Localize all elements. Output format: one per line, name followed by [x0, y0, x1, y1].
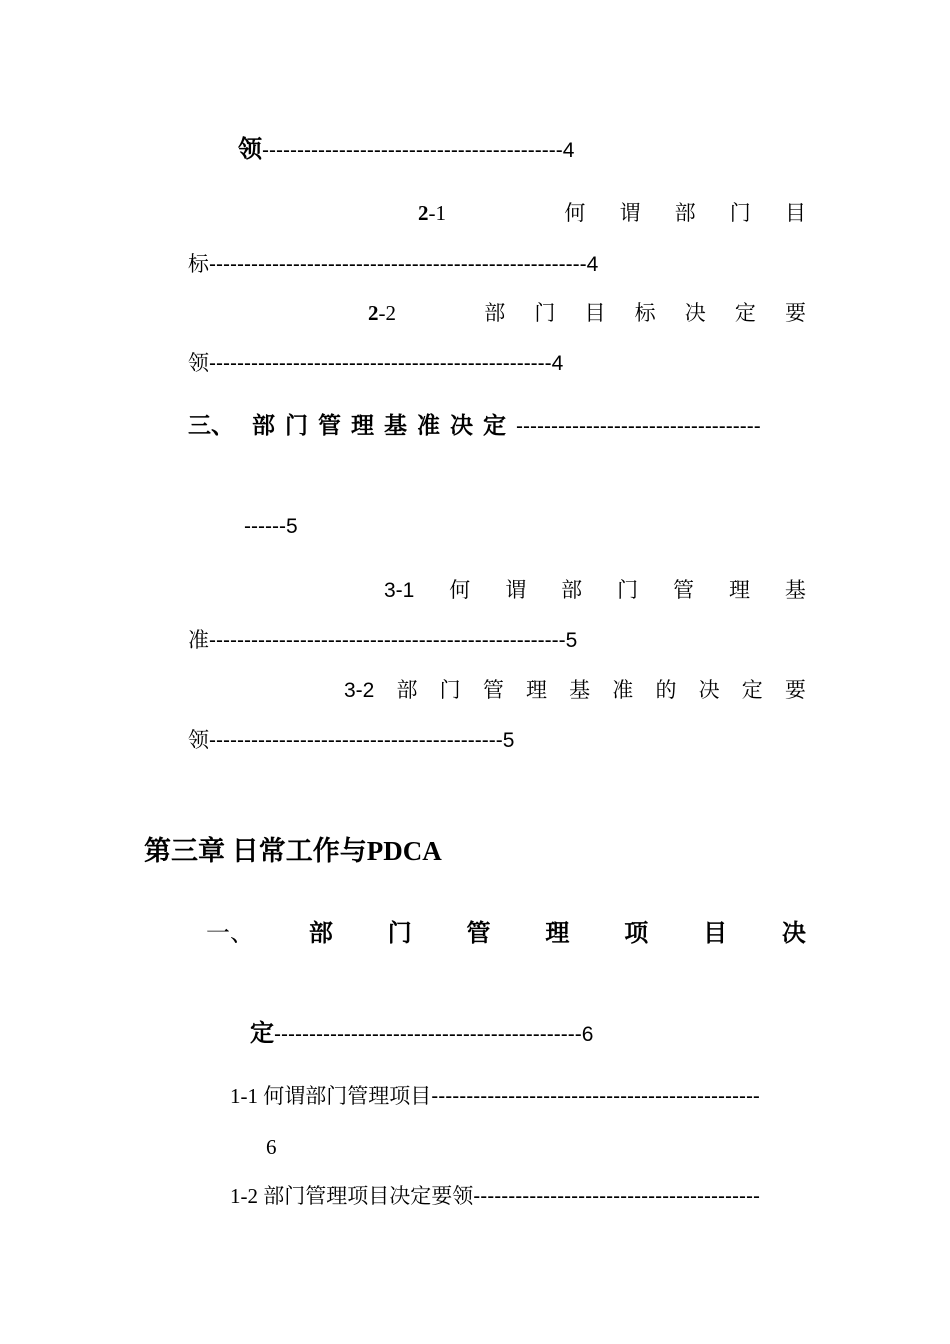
toc-entry-number: 3-1: [384, 579, 415, 602]
toc-char: 标: [634, 301, 656, 325]
toc-char: 基: [784, 578, 806, 602]
toc-char: 要: [785, 301, 806, 325]
toc-dashes: -------------------------------------------: [262, 139, 563, 162]
toc-char: 门: [534, 301, 556, 325]
toc-char: 管: [466, 921, 491, 947]
toc-entry-number: 2-1: [418, 201, 446, 225]
toc-char: 管: [318, 413, 341, 438]
toc-page: 5: [502, 729, 515, 752]
toc-entry-3-2-cont: [188, 730, 514, 751]
toc-entry-number: 3-2: [344, 679, 375, 702]
toc-entry-1-2: [230, 1186, 760, 1207]
toc-char: 定: [483, 413, 506, 438]
toc-dashes: --------------------------------------------: [274, 1023, 582, 1046]
toc-page: 4: [562, 139, 575, 162]
toc-char: 部: [484, 301, 506, 325]
toc-dashes: -----------------------------------------------: [431, 1085, 760, 1108]
toc-char: 门: [439, 678, 461, 702]
toc-char: 要: [784, 678, 806, 702]
toc-entry-title: 1-1 何谓部门管理项目: [230, 1084, 432, 1108]
toc-char: 门: [617, 578, 639, 602]
toc-char: 领: [188, 351, 209, 375]
toc-char: 门: [285, 413, 308, 438]
toc-char: 理: [525, 678, 547, 702]
toc-entry-2-2: [368, 303, 806, 324]
toc-dashes: ------------------------------------------------------: [209, 253, 587, 276]
toc-entry-3-2: [344, 680, 806, 701]
toc-char: 决: [450, 413, 473, 438]
toc-entry-1-1-page: 6: [266, 1135, 277, 1159]
toc-char: 领: [188, 728, 209, 752]
toc-char: 定: [250, 1021, 274, 1047]
toc-dashes: -----------------------------------: [516, 415, 761, 438]
toc-char: 部: [561, 578, 583, 602]
toc-char: 定: [734, 301, 756, 325]
toc-entry-3-1: [384, 580, 806, 601]
toc-char: 目: [703, 921, 728, 947]
toc-section-3: [188, 414, 806, 437]
toc-char: 基: [569, 678, 591, 702]
toc-char: 的: [655, 678, 677, 702]
toc-char: 三、: [188, 413, 234, 438]
toc-char: 目: [784, 201, 806, 225]
toc-char: 决: [781, 921, 806, 947]
toc-entry-2-2-cont: [188, 353, 563, 374]
toc-page: 4: [586, 253, 599, 276]
toc-char: 一、: [206, 921, 254, 947]
toc-entry-title: 1-2 部门管理项目决定要领: [230, 1184, 474, 1208]
toc-char: 何: [564, 201, 586, 225]
toc-char: 部: [674, 201, 696, 225]
toc-entry-1-1: [230, 1086, 760, 1107]
toc-char: 部: [308, 921, 333, 947]
toc-char: 管: [482, 678, 504, 702]
toc-char: 部: [252, 413, 275, 438]
toc-section-3-cont: ------5: [244, 515, 298, 538]
toc-char: 理: [728, 578, 750, 602]
toc-char: 部: [396, 678, 418, 702]
toc-char: 定: [741, 678, 763, 702]
toc-page: 5: [565, 629, 578, 652]
toc-page: 6: [581, 1023, 594, 1046]
toc-char: 何: [449, 578, 471, 602]
toc-char: 决: [698, 678, 720, 702]
toc-section-1-cont: [250, 1022, 593, 1046]
toc-char: 项: [624, 921, 649, 947]
toc-char: 准: [612, 678, 634, 702]
toc-char: 领: [238, 137, 262, 163]
toc-dashes: -------------------------------------------------: [209, 352, 552, 375]
toc-char: 门: [729, 201, 751, 225]
toc-char: 理: [351, 413, 374, 438]
toc-char: 理: [545, 921, 570, 947]
toc-dashes: ------------------------------------------: [209, 729, 503, 752]
toc-entry-number: 2-2: [368, 301, 396, 325]
chapter-heading: 第三章 日常工作与PDCA: [144, 836, 442, 866]
toc-char: 基: [384, 413, 407, 438]
toc-char: 谓: [619, 201, 641, 225]
toc-page: 4: [551, 352, 564, 375]
toc-dashes: -----------------------------------------: [473, 1185, 760, 1208]
toc-char: 管: [673, 578, 695, 602]
toc-char: 准: [417, 413, 440, 438]
toc-char: 门: [387, 921, 412, 947]
toc-char: 决: [684, 301, 706, 325]
toc-entry-2-1-cont: [188, 254, 598, 275]
toc-char: 谓: [505, 578, 527, 602]
toc-line-1-2-cont: [238, 138, 574, 162]
toc-dashes: ---------------------------------------------------: [209, 629, 566, 652]
toc-section-1: [206, 922, 806, 946]
toc-char: 目: [584, 301, 606, 325]
toc-char: 准: [188, 628, 209, 652]
toc-entry-3-1-cont: [188, 630, 577, 651]
toc-char: 标: [188, 252, 209, 276]
toc-entry-2-1: [418, 203, 806, 224]
